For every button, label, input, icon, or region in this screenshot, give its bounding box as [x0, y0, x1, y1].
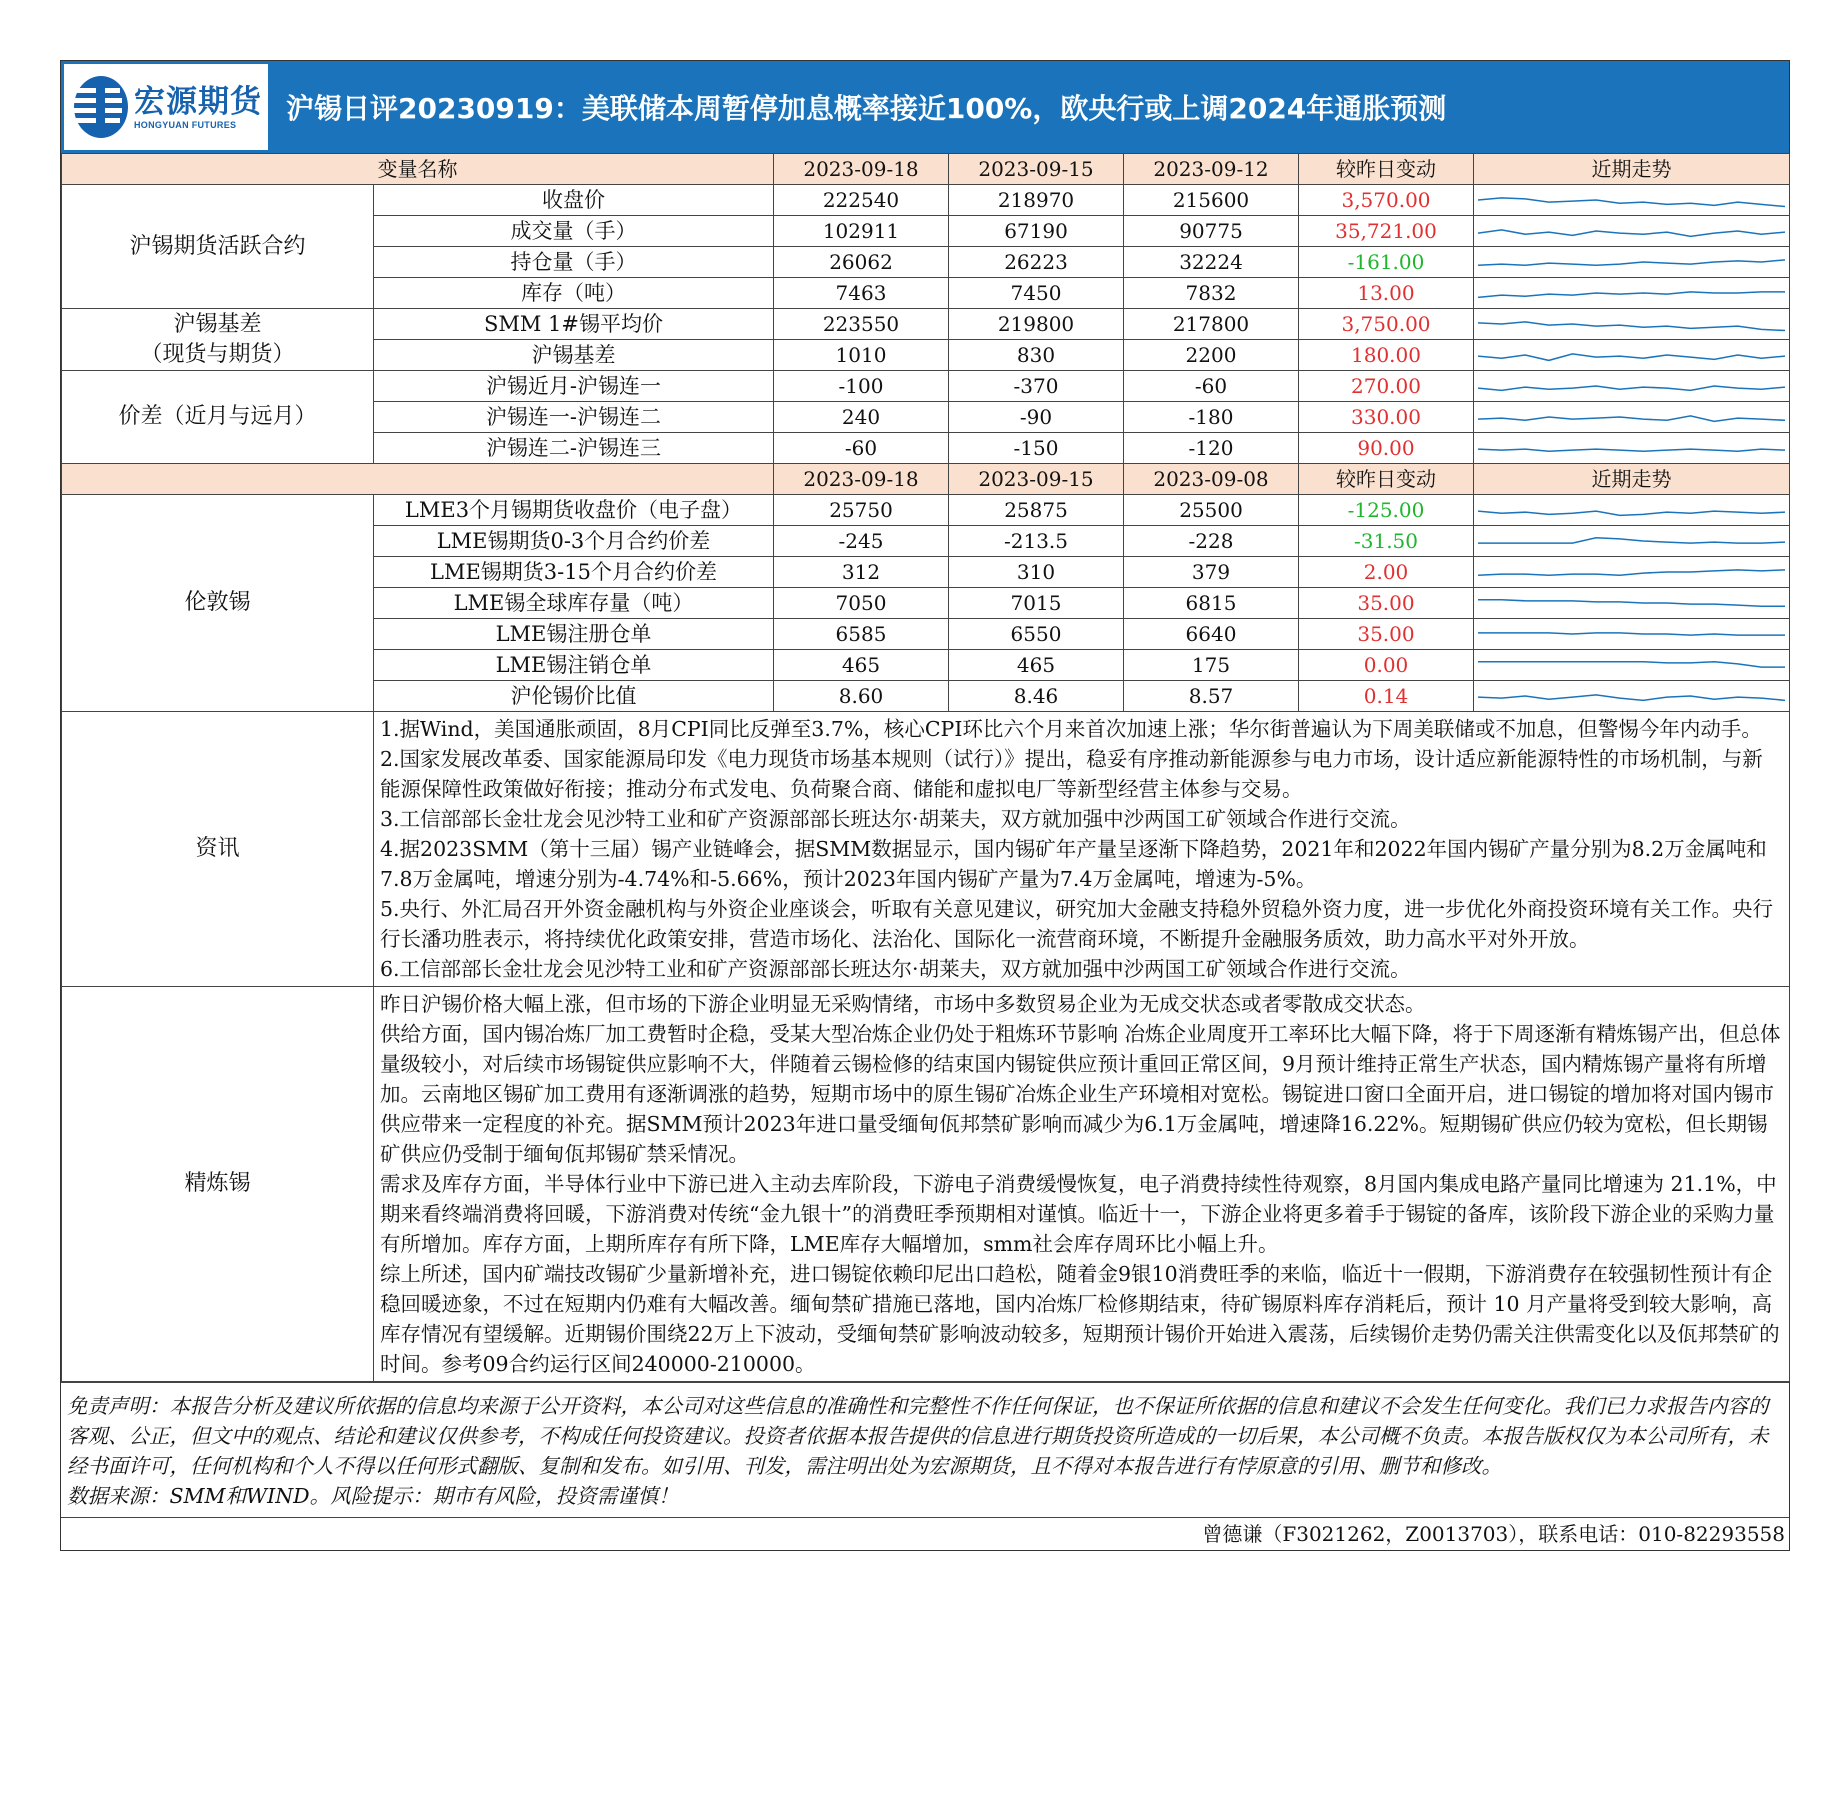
- trend-sparkline: [1474, 402, 1790, 433]
- daily-change: 330.00: [1299, 402, 1474, 433]
- column-header-change: 较昨日变动: [1299, 464, 1474, 495]
- daily-change: -161.00: [1299, 247, 1474, 278]
- column-header-variable: 变量名称: [62, 154, 774, 185]
- value-date-1: 1010: [774, 340, 949, 371]
- analysis-paragraph: 供给方面，国内锡冶炼厂加工费暂时企稳，受某大型冶炼企业仍处于粗炼环节影响 冶炼企业周度开工率环比大幅下降，将于下周逐渐有精炼锡产出，但总体量级较小，对后续市场锡锭供应影响不大，伴随着云锡检修的结束国内锡锭供应预计重回正常区间，9月预计维持正常生产状态，国内精炼锡产量将有所增加。云南地区锡矿加工费用有逐渐调涨的趋势，短期市场中的原生锡矿冶炼企业生产环境相对宽松。锡锭进口窗口全面开启，进口锡锭的增加将对国内锡市供应带来一定程度的补充。据SMM预计2023年进口量受缅甸佤邦禁矿影响而减少为6.1万金属吨，增速降16.22%。短期锡矿供应仍较为宽松，但长期锡矿供应仍受制于缅甸佤邦锡矿禁采情况。: [380, 1022, 1781, 1166]
- value-date-3: -228: [1124, 526, 1299, 557]
- value-date-3: 215600: [1124, 185, 1299, 216]
- news-item: 1.据Wind，美国通胀顽固，8月CPI同比反弹至3.7%，核心CPI环比六个月来首次加速上涨；华尔街普遍认为下周美联储或不加息，但警惕今年内动手。: [380, 717, 1762, 741]
- value-date-1: 223550: [774, 309, 949, 340]
- value-date-1: 465: [774, 650, 949, 681]
- category-cell: 伦敦锡: [62, 495, 374, 712]
- variable-name: LME锡期货3-15个月合约价差: [374, 557, 774, 588]
- daily-change: 35,721.00: [1299, 216, 1474, 247]
- daily-change: -31.50: [1299, 526, 1474, 557]
- analyst-contact: 曾德谦（F3021262，Z0013703），联系电话：010-82293558: [61, 1517, 1789, 1550]
- news-item: 6.工信部部长金壮龙会见沙特工业和矿产资源部部长班达尔·胡莱夫，双方就加强中沙两国工矿领域合作进行交流。: [380, 957, 1411, 981]
- value-date-2: 219800: [949, 309, 1124, 340]
- category-label: （现货与期货）: [140, 341, 295, 367]
- category-label: 沪锡基差: [173, 311, 262, 337]
- news-item: 3.工信部部长金壮龙会见沙特工业和矿产资源部部长班达尔·胡莱夫，双方就加强中沙两国工矿领域合作进行交流。: [380, 807, 1411, 831]
- data-source-note: 数据来源：SMM和WIND。风险提示：期市有风险，投资需谨慎！: [67, 1484, 679, 1508]
- domestic-header-row: [62, 154, 1790, 185]
- column-header-date-3: 2023-09-08: [1124, 464, 1299, 495]
- daily-change: 0.00: [1299, 650, 1474, 681]
- logo-english-name: HONGYUAN FUTURES: [134, 120, 237, 130]
- table-row: [62, 185, 1790, 216]
- value-date-1: -245: [774, 526, 949, 557]
- news-item: 4.据2023SMM（第十三届）锡产业链峰会，据SMM数据显示，国内锡矿年产量呈逐渐下降趋势，2021年和2022年国内锡矿产量分别为8.2万金属吨和7.8万金属吨，增速分别为-4.74%和-5.66%，预计2023年国内锡矿产量为7.4万金属吨，增速为-5%。: [380, 837, 1767, 891]
- value-date-1: 7463: [774, 278, 949, 309]
- value-date-3: 90775: [1124, 216, 1299, 247]
- variable-name: 沪锡连二-沪锡连三: [374, 433, 774, 464]
- variable-name: LME锡期货0-3个月合约价差: [374, 526, 774, 557]
- value-date-1: 6585: [774, 619, 949, 650]
- trend-sparkline: [1474, 650, 1790, 681]
- analysis-paragraph: 需求及库存方面，半导体行业中下游已进入主动去库阶段，下游电子消费缓慢恢复，电子消费持续性待观察，8月国内集成电路产量同比增速为 21.1%，中期来看终端消费将回暖，下游消费对传统“金九银十”的消费旺季预期相对谨慎。临近十一，下游企业将更多着手于锡锭的备库，该阶段下游企业的采购力量有所增加。库存方面，上期所库存有所下降，LME库存大幅增加，smm社会库存周环比小幅上升。: [380, 1172, 1777, 1256]
- data-table: [61, 153, 1790, 1382]
- value-date-1: 222540: [774, 185, 949, 216]
- value-date-1: 8.60: [774, 681, 949, 712]
- daily-change: 180.00: [1299, 340, 1474, 371]
- analysis-row: [62, 987, 1790, 1382]
- table-row: [62, 309, 1790, 340]
- trend-sparkline: [1474, 340, 1790, 371]
- value-date-2: -213.5: [949, 526, 1124, 557]
- value-date-3: 175: [1124, 650, 1299, 681]
- category-cell: 资讯: [62, 712, 374, 987]
- column-header-date-3: 2023-09-12: [1124, 154, 1299, 185]
- variable-name: 沪伦锡价比值: [374, 681, 774, 712]
- trend-sparkline: [1474, 619, 1790, 650]
- value-date-3: 25500: [1124, 495, 1299, 526]
- value-date-3: 6815: [1124, 588, 1299, 619]
- analysis-content: [374, 987, 1790, 1382]
- daily-change: 270.00: [1299, 371, 1474, 402]
- disclaimer: [61, 1382, 1789, 1517]
- column-header-date-2: 2023-09-15: [949, 154, 1124, 185]
- category-cell: [62, 371, 374, 464]
- value-date-1: 26062: [774, 247, 949, 278]
- variable-name: 沪锡近月-沪锡连一: [374, 371, 774, 402]
- trend-sparkline: [1474, 278, 1790, 309]
- daily-change: 13.00: [1299, 278, 1474, 309]
- logo-globe-icon: [72, 74, 130, 140]
- value-date-1: -60: [774, 433, 949, 464]
- variable-name: SMM 1#锡平均价: [374, 309, 774, 340]
- value-date-3: -60: [1124, 371, 1299, 402]
- category-cell: [62, 185, 374, 309]
- variable-name: LME3个月锡期货收盘价（电子盘）: [374, 495, 774, 526]
- value-date-2: 25875: [949, 495, 1124, 526]
- variable-name: LME锡全球库存量（吨）: [374, 588, 774, 619]
- variable-name: 收盘价: [374, 185, 774, 216]
- value-date-2: 7450: [949, 278, 1124, 309]
- news-item: 2.国家发展改革委、国家能源局印发《电力现货市场基本规则（试行）》提出，稳妥有序推动新能源参与电力市场，设计适应新能源特性的市场机制，与新能源保障性政策做好衔接；推动分布式发电、负荷聚合商、储能和虚拟电厂等新型经营主体参与交易。: [380, 747, 1763, 801]
- value-date-3: -180: [1124, 402, 1299, 433]
- value-date-2: 6550: [949, 619, 1124, 650]
- trend-sparkline: [1474, 247, 1790, 278]
- variable-name: 沪锡连一-沪锡连二: [374, 402, 774, 433]
- trend-sparkline: [1474, 216, 1790, 247]
- value-date-3: 6640: [1124, 619, 1299, 650]
- variable-name: LME锡注销仓单: [374, 650, 774, 681]
- column-header-blank: [62, 464, 774, 495]
- value-date-3: 8.57: [1124, 681, 1299, 712]
- lme-header-row: [62, 464, 1790, 495]
- news-row: [62, 712, 1790, 987]
- column-header-trend: 近期走势: [1474, 464, 1790, 495]
- trend-sparkline: [1474, 185, 1790, 216]
- trend-sparkline: [1474, 371, 1790, 402]
- daily-change: 2.00: [1299, 557, 1474, 588]
- value-date-2: 7015: [949, 588, 1124, 619]
- value-date-2: 26223: [949, 247, 1124, 278]
- logo-chinese-name: 宏源期货: [134, 84, 262, 120]
- value-date-2: -90: [949, 402, 1124, 433]
- category-cell: 精炼锡: [62, 987, 374, 1382]
- report-banner: [61, 61, 1789, 153]
- disclaimer-text: 免责声明：本报告分析及建议所依据的信息均来源于公开资料，本公司对这些信息的准确性和完整性不作任何保证，也不保证所依据的信息和建议不会发生任何变化。我们已力求报告内容的客观、公正，但文中的观点、结论和建议仅供参考，不构成任何投资建议。投资者依据本报告提供的信息进行期货投资所造成的一切后果，本公司概不负责。本报告版权仅为本公司所有，未经书面许可，任何机构和个人不得以任何形式翻版、复制和发布。如引用、刊发，需注明出处为宏源期货，且不得对本报告进行有悖原意的引用、删节和修改。: [67, 1394, 1769, 1478]
- company-logo: [64, 64, 268, 150]
- analysis-paragraph: 综上所述，国内矿端技改锡矿少量新增补充，进口锡锭依赖印尼出口趋松，随着金9银10消费旺季的来临，临近十一假期，下游消费存在较强韧性预计有企稳回暖迹象，不过在短期内仍难有大幅改善。缅甸禁矿措施已落地，国内冶炼厂检修期结束，待矿锡原料库存消耗后，预计 10 月产量将受到较大影响，高库存情况有望缓解。近期锡价围绕22万上下波动，受缅甸禁矿影响波动较多，短期预计锡价开始进入震荡，后续锡价走势仍需关注供需变化以及佤邦禁矿的时间。参考09合约运行区间240000-210000。: [380, 1262, 1780, 1376]
- trend-sparkline: [1474, 681, 1790, 712]
- variable-name: 持仓量（手）: [374, 247, 774, 278]
- value-date-2: 310: [949, 557, 1124, 588]
- category-cell: [62, 309, 374, 371]
- trend-sparkline: [1474, 588, 1790, 619]
- category-label: 沪锡期货活跃合约: [129, 233, 306, 259]
- trend-sparkline: [1474, 526, 1790, 557]
- trend-sparkline: [1474, 495, 1790, 526]
- trend-sparkline: [1474, 309, 1790, 340]
- daily-change: 90.00: [1299, 433, 1474, 464]
- daily-change: 3,750.00: [1299, 309, 1474, 340]
- value-date-3: 2200: [1124, 340, 1299, 371]
- column-header-trend: 近期走势: [1474, 154, 1790, 185]
- variable-name: LME锡注册仓单: [374, 619, 774, 650]
- value-date-2: -370: [949, 371, 1124, 402]
- variable-name: 沪锡基差: [374, 340, 774, 371]
- value-date-2: 8.46: [949, 681, 1124, 712]
- table-row: [62, 371, 1790, 402]
- value-date-2: 830: [949, 340, 1124, 371]
- daily-change: -125.00: [1299, 495, 1474, 526]
- value-date-3: 7832: [1124, 278, 1299, 309]
- report-title: 沪锡日评20230919：美联储本周暂停加息概率接近100%，欧央行或上调2024年通胀预测: [286, 92, 1447, 125]
- trend-sparkline: [1474, 557, 1790, 588]
- value-date-1: 7050: [774, 588, 949, 619]
- value-date-1: 102911: [774, 216, 949, 247]
- trend-sparkline: [1474, 433, 1790, 464]
- value-date-3: 32224: [1124, 247, 1299, 278]
- value-date-1: 312: [774, 557, 949, 588]
- daily-change: 0.14: [1299, 681, 1474, 712]
- table-row: [62, 495, 1790, 526]
- column-header-date-2: 2023-09-15: [949, 464, 1124, 495]
- value-date-3: 379: [1124, 557, 1299, 588]
- value-date-2: 67190: [949, 216, 1124, 247]
- value-date-1: -100: [774, 371, 949, 402]
- value-date-1: 25750: [774, 495, 949, 526]
- value-date-2: 218970: [949, 185, 1124, 216]
- column-header-date-1: 2023-09-18: [774, 154, 949, 185]
- report-sheet: [60, 60, 1790, 1551]
- daily-change: 3,570.00: [1299, 185, 1474, 216]
- column-header-date-1: 2023-09-18: [774, 464, 949, 495]
- daily-change: 35.00: [1299, 588, 1474, 619]
- category-label: 价差（近月与远月）: [118, 404, 317, 429]
- variable-name: 库存（吨）: [374, 278, 774, 309]
- variable-name: 成交量（手）: [374, 216, 774, 247]
- daily-change: 35.00: [1299, 619, 1474, 650]
- news-content: [374, 712, 1790, 987]
- value-date-3: 217800: [1124, 309, 1299, 340]
- value-date-3: -120: [1124, 433, 1299, 464]
- value-date-1: 240: [774, 402, 949, 433]
- column-header-change: 较昨日变动: [1299, 154, 1474, 185]
- analysis-paragraph: 昨日沪锡价格大幅上涨，但市场的下游企业明显无采购情绪，市场中多数贸易企业为无成交状态或者零散成交状态。: [380, 992, 1426, 1016]
- value-date-2: -150: [949, 433, 1124, 464]
- value-date-2: 465: [949, 650, 1124, 681]
- news-item: 5.央行、外汇局召开外资金融机构与外资企业座谈会，听取有关意见建议，研究加大金融支持稳外贸稳外资力度，进一步优化外商投资环境有关工作。央行行长潘功胜表示，将持续优化政策安排，营造市场化、法治化、国际化一流营商环境，不断提升金融服务质效，助力高水平对外开放。: [380, 897, 1774, 951]
